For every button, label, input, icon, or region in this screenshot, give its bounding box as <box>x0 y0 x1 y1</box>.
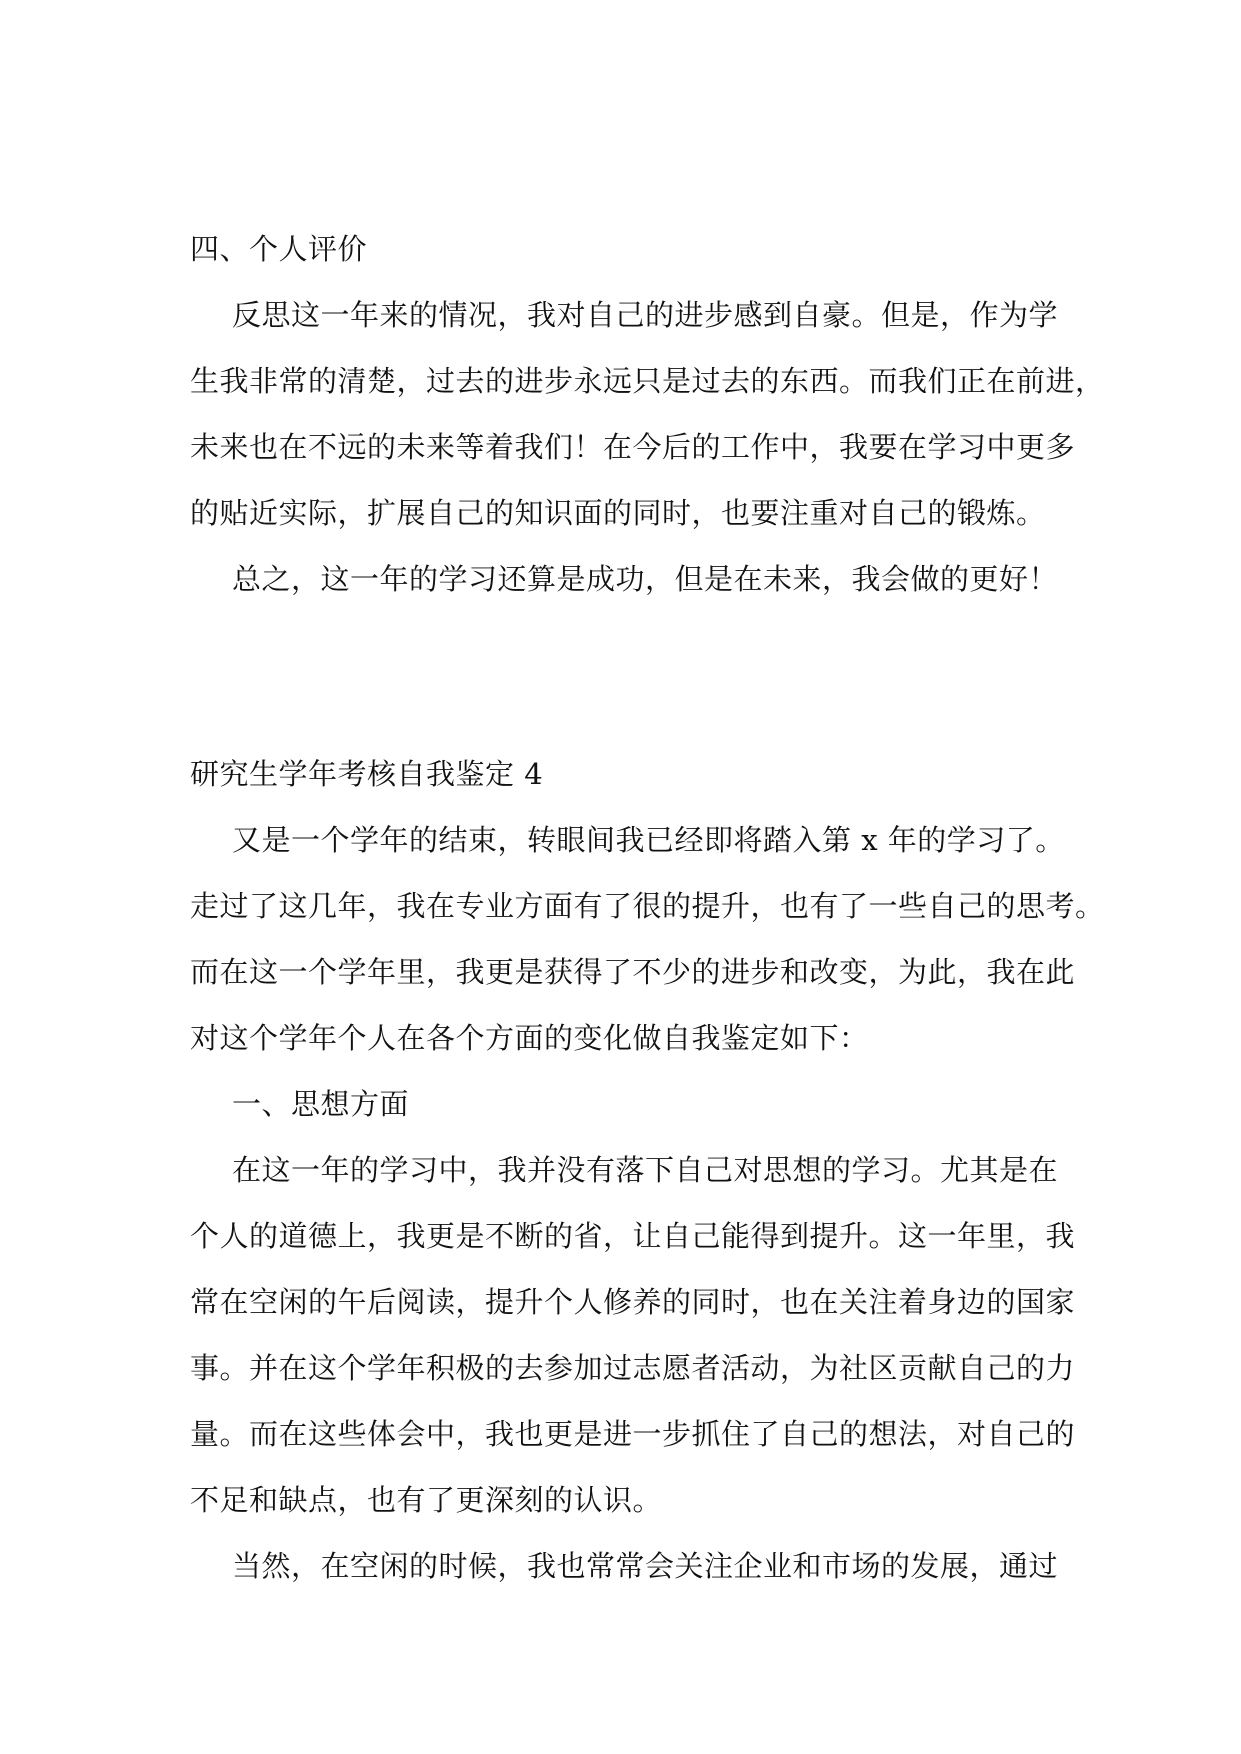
paragraph-line: 反思这一年来的情况，我对自己的进步感到自豪。但是，作为学 <box>232 298 1059 332</box>
document-title: 研究生学年考核自我鉴定 4 <box>190 757 544 791</box>
paragraph-line: 事。并在这个学年积极的去参加过志愿者活动，为社区贡献自己的力 <box>190 1351 1076 1385</box>
paragraph-line: 不足和缺点，也有了更深刻的认识。 <box>190 1483 663 1517</box>
paragraph-line: 在这一年的学习中，我并没有落下自己对思想的学习。尤其是在 <box>232 1153 1059 1187</box>
section-subheading: 一、思想方面 <box>232 1087 410 1121</box>
paragraph-line: 而在这一个学年里，我更是获得了不少的进步和改变，为此，我在此 <box>190 955 1076 989</box>
paragraph-line: 当然，在空闲的时候，我也常常会关注企业和市场的发展，通过 <box>232 1549 1059 1583</box>
paragraph-line: 的贴近实际，扩展自己的知识面的同时，也要注重对自己的锻炼。 <box>190 496 1046 530</box>
paragraph-line: 对这个学年个人在各个方面的变化做自我鉴定如下： <box>190 1021 869 1055</box>
paragraph-line: 又是一个学年的结束，转眼间我已经即将踏入第 x 年的学习了。 <box>232 823 1065 857</box>
paragraph-line: 常在空闲的午后阅读，提升个人修养的同时，也在关注着身边的国家 <box>190 1285 1076 1319</box>
section-heading: 四、个人评价 <box>190 232 368 266</box>
paragraph-line: 总之，这一年的学习还算是成功，但是在未来，我会做的更好！ <box>232 562 1059 596</box>
paragraph-line: 生我非常的清楚，过去的进步永远只是过去的东西。而我们正在前进， <box>190 364 1105 398</box>
paragraph-line: 走过了这几年，我在专业方面有了很的提升，也有了一些自己的思考。 <box>190 889 1105 923</box>
paragraph-line: 量。而在这些体会中，我也更是进一步抓住了自己的想法，对自己的 <box>190 1417 1076 1451</box>
paragraph-line: 未来也在不远的未来等着我们！在今后的工作中，我要在学习中更多 <box>190 430 1076 464</box>
paragraph-line: 个人的道德上，我更是不断的省，让自己能得到提升。这一年里，我 <box>190 1219 1076 1253</box>
